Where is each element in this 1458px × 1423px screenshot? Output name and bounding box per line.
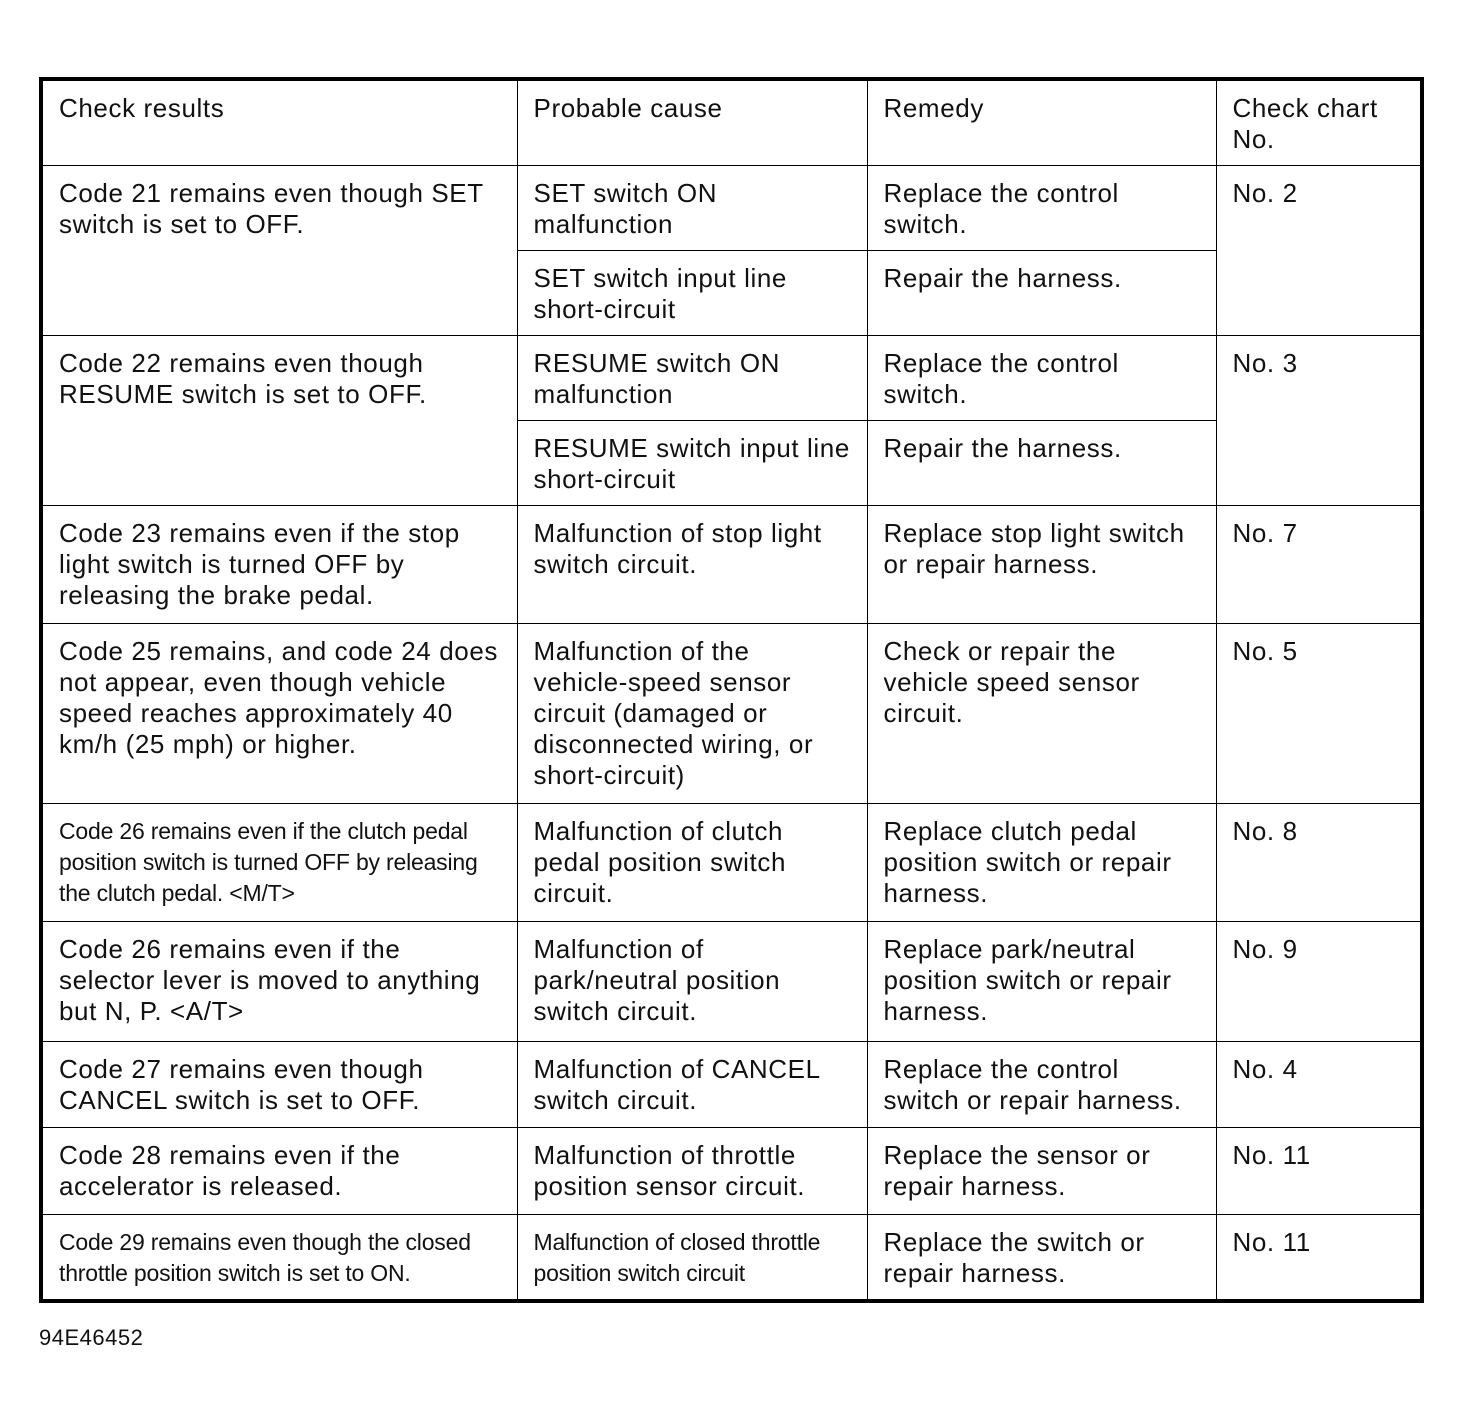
- table-row: [41, 624, 1422, 804]
- check-chart-cell: No. 9: [1216, 922, 1422, 1042]
- check-chart-cell: No. 7: [1216, 506, 1422, 624]
- check-chart-cell: No. 5: [1216, 624, 1422, 804]
- remedy-cell: Replace the control switch or repair harness.: [867, 1042, 1216, 1128]
- check-result-cell: Code 28 remains even if the accelerator is released.: [41, 1128, 517, 1215]
- probable-cause-cell: SET switch input line short-circuit: [517, 251, 867, 336]
- probable-cause-cell: RESUME switch ON malfunction: [517, 336, 867, 421]
- header-check-results: Check results: [41, 79, 517, 166]
- probable-cause-cell: Malfunction of the vehicle-speed sensor circuit (damaged or disconnected wiring, or short-circuit): [517, 624, 867, 804]
- figure-id: 94E46452: [39, 1325, 144, 1350]
- check-result-cell: Code 21 remains even though SET switch is set to OFF.: [41, 166, 517, 336]
- probable-cause-cell: Malfunction of closed throttle position switch circuit: [517, 1215, 867, 1302]
- probable-cause-cell: Malfunction of park/neutral position switch circuit.: [517, 922, 867, 1042]
- table-row: [41, 922, 1422, 1042]
- check-result-cell: Code 23 remains even if the stop light switch is turned OFF by releasing the brake pedal.: [41, 506, 517, 624]
- remedy-cell: Replace stop light switch or repair harness.: [867, 506, 1216, 624]
- header-remedy: Remedy: [867, 79, 1216, 166]
- check-chart-cell: No. 3: [1216, 336, 1422, 506]
- remedy-cell: Replace clutch pedal position switch or repair harness.: [867, 804, 1216, 922]
- table-row: [41, 1128, 1422, 1215]
- table-header-row: [41, 79, 1422, 166]
- diagnosis-table: [39, 77, 1424, 1303]
- header-check-chart-no: Check chart No.: [1216, 79, 1422, 166]
- table-row: [41, 1215, 1422, 1302]
- remedy-cell: Repair the harness.: [867, 421, 1216, 506]
- probable-cause-cell: Malfunction of clutch pedal position switch circuit.: [517, 804, 867, 922]
- check-result-cell: Code 27 remains even though CANCEL switch is set to OFF.: [41, 1042, 517, 1128]
- remedy-cell: Replace the control switch.: [867, 336, 1216, 421]
- remedy-cell: Repair the harness.: [867, 251, 1216, 336]
- table-row: [41, 1042, 1422, 1128]
- check-result-cell: Code 25 remains, and code 24 does not appear, even though vehicle speed reaches approximately 40 km/h (25 mph) or higher.: [41, 624, 517, 804]
- table-row: [41, 336, 1422, 421]
- probable-cause-cell: Malfunction of throttle position sensor circuit.: [517, 1128, 867, 1215]
- check-result-cell: Code 26 remains even if the clutch pedal position switch is turned OFF by releasing the clutch pedal. <M/T>: [41, 804, 517, 922]
- probable-cause-cell: Malfunction of stop light switch circuit.: [517, 506, 867, 624]
- check-result-cell: Code 22 remains even though RESUME switch is set to OFF.: [41, 336, 517, 506]
- check-chart-cell: No. 4: [1216, 1042, 1422, 1128]
- probable-cause-cell: RESUME switch input line short-circuit: [517, 421, 867, 506]
- check-chart-cell: No. 2: [1216, 166, 1422, 336]
- remedy-cell: Replace the control switch.: [867, 166, 1216, 251]
- probable-cause-cell: SET switch ON malfunction: [517, 166, 867, 251]
- check-result-cell: Code 29 remains even though the closed throttle position switch is set to ON.: [41, 1215, 517, 1302]
- table-row: [41, 804, 1422, 922]
- check-chart-cell: No. 11: [1216, 1215, 1422, 1302]
- check-chart-cell: No. 8: [1216, 804, 1422, 922]
- header-probable-cause: Probable cause: [517, 79, 867, 166]
- check-chart-cell: No. 11: [1216, 1128, 1422, 1215]
- probable-cause-cell: Malfunction of CANCEL switch circuit.: [517, 1042, 867, 1128]
- table-row: [41, 166, 1422, 251]
- remedy-cell: Check or repair the vehicle speed sensor circuit.: [867, 624, 1216, 804]
- remedy-cell: Replace the sensor or repair harness.: [867, 1128, 1216, 1215]
- table-row: [41, 506, 1422, 624]
- remedy-cell: Replace park/neutral position switch or repair harness.: [867, 922, 1216, 1042]
- remedy-cell: Replace the switch or repair harness.: [867, 1215, 1216, 1302]
- check-result-cell: Code 26 remains even if the selector lever is moved to anything but N, P. <A/T>: [41, 922, 517, 1042]
